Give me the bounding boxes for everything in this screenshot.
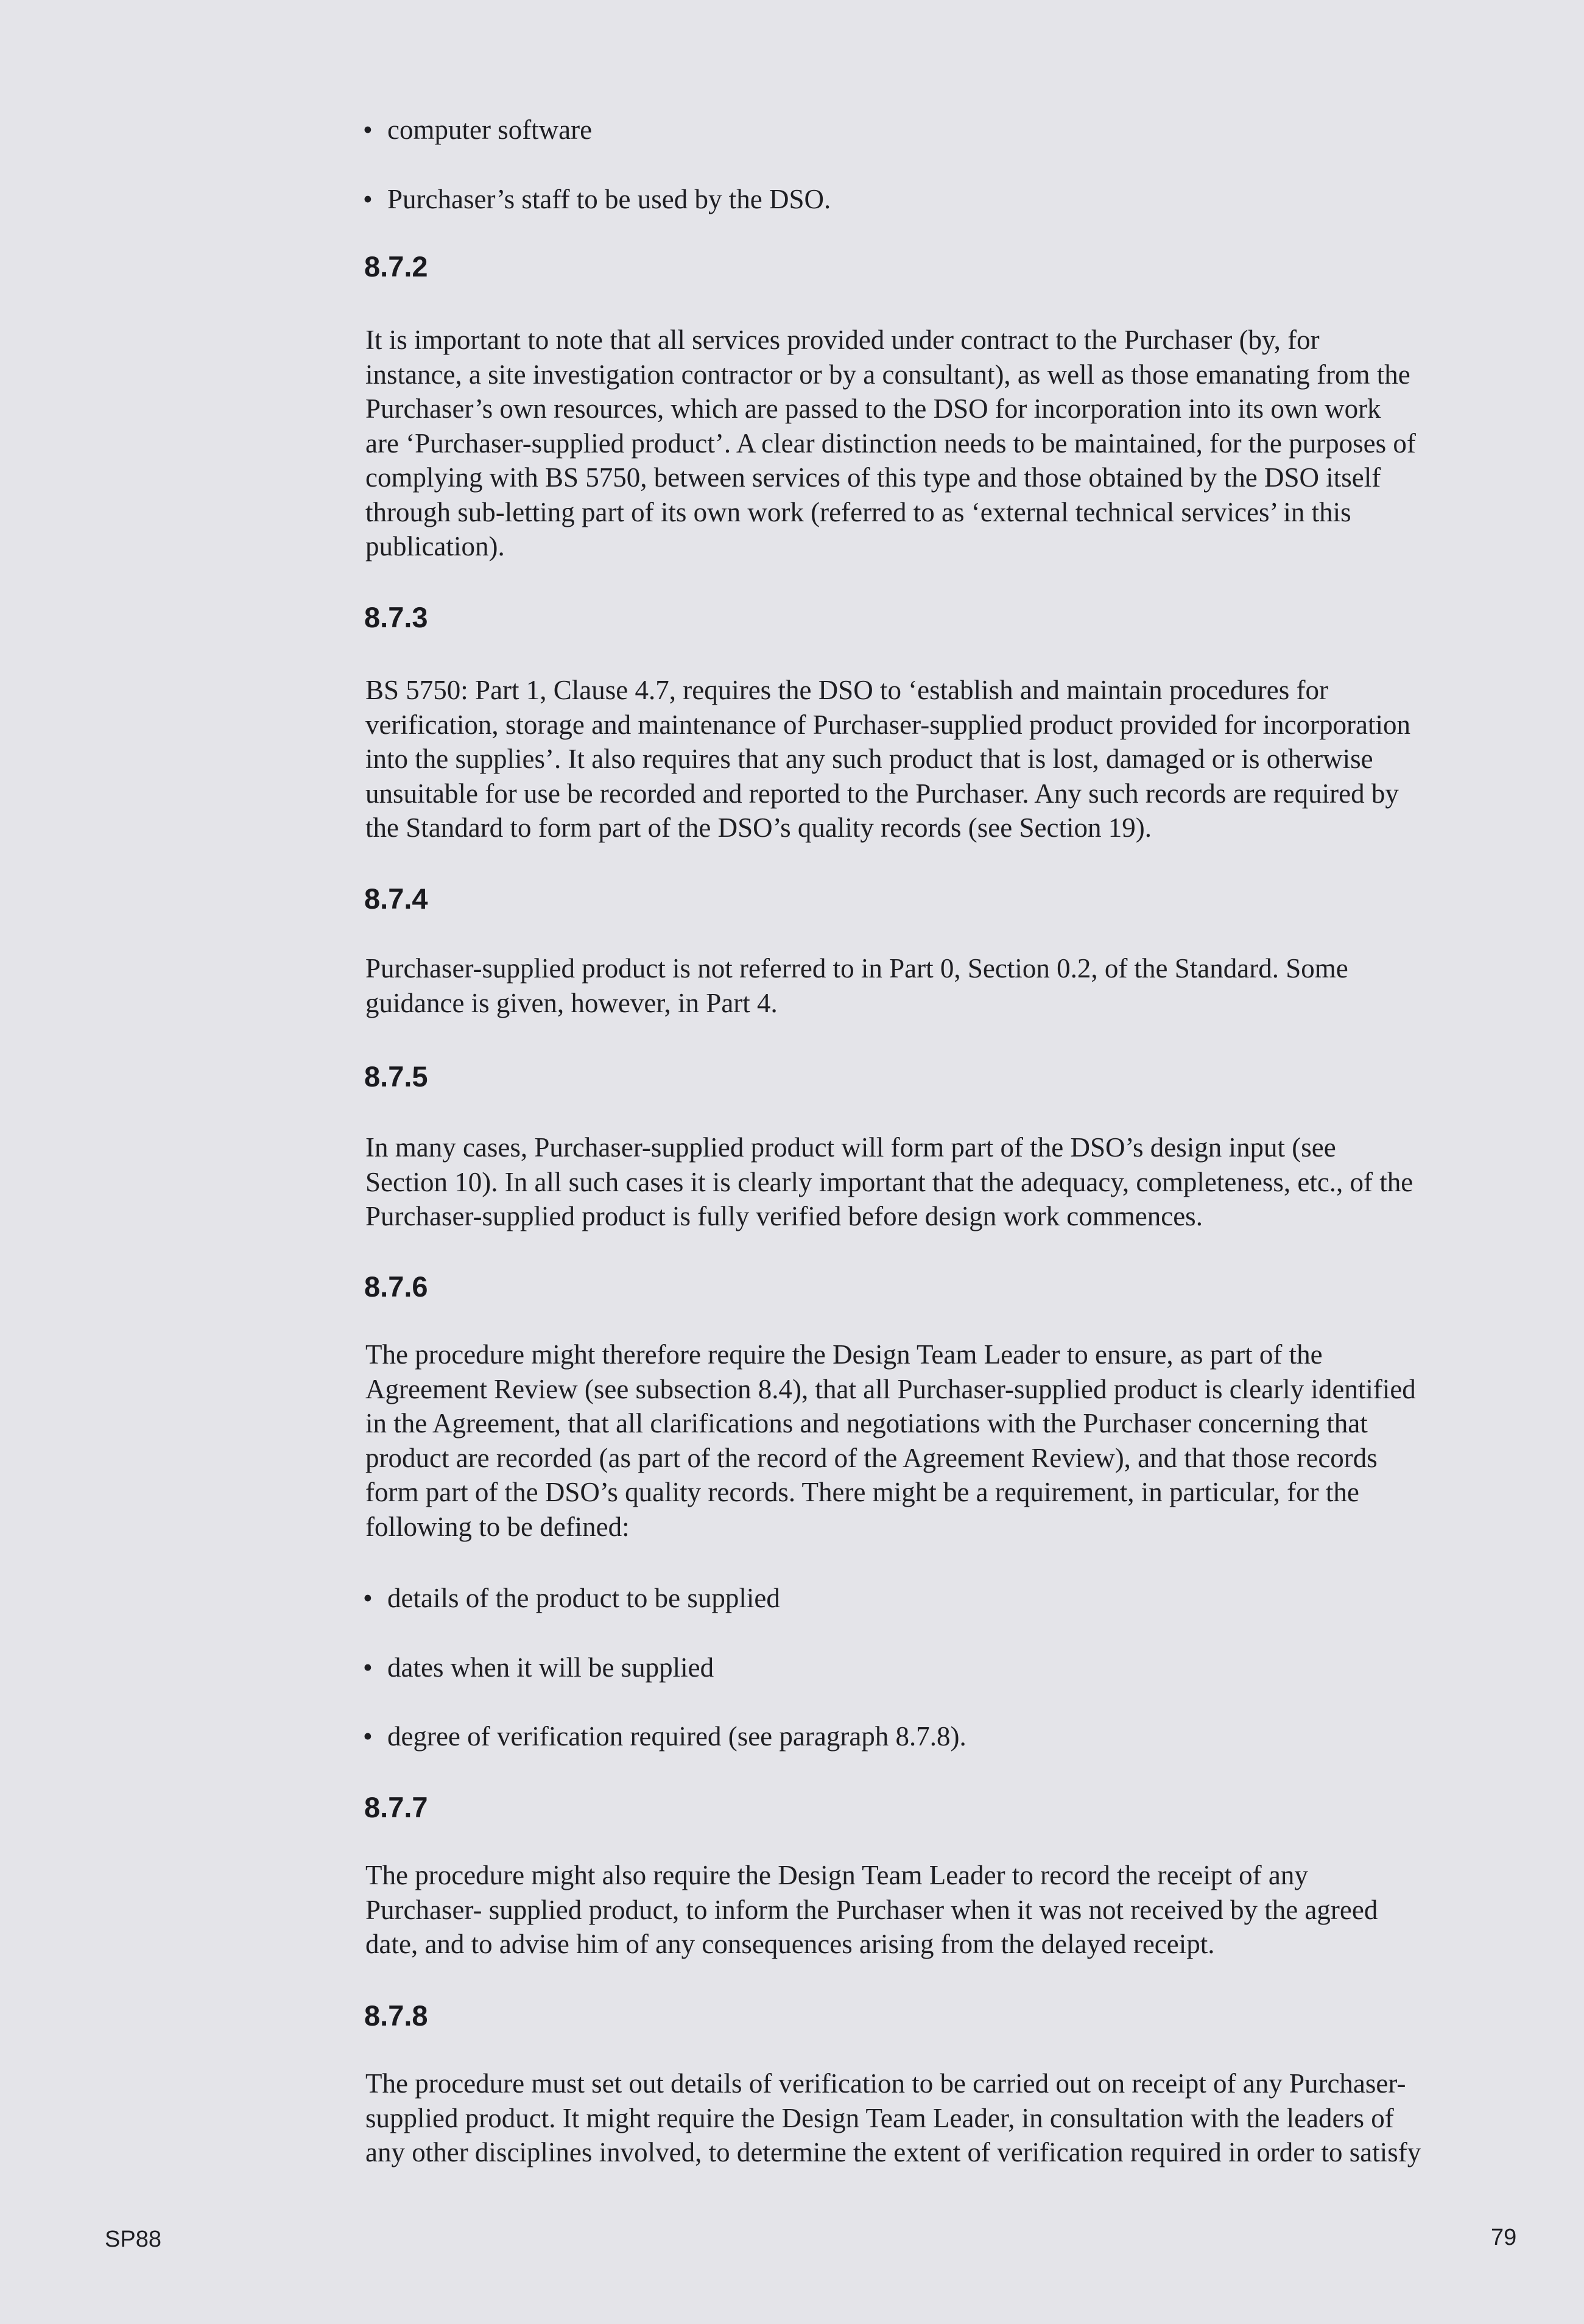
list-item: • details of the product to be supplied	[363, 1581, 780, 1615]
section-heading: 8.7.2	[364, 250, 428, 283]
footer-document-code: SP88	[105, 2227, 161, 2252]
bullet-icon: •	[363, 114, 373, 145]
bullet-icon: •	[363, 184, 373, 214]
page-number: 79	[1491, 2225, 1517, 2250]
section-heading: 8.7.3	[364, 601, 428, 633]
section-paragraph: The procedure might therefore require the Design Team Leader to ensure, as part of the Agreement Review (see subsection 8.4), that all Purchaser-supplied product is clearly identified in the Agreement, that all clarifications and negotiations with the Purchaser concerning that product are recorded (as part of the record of the Agreement Review), and that those records form part of the DSO’s quality records. There might be a requirement, in particular, for the following to be defined:	[365, 1339, 1416, 1542]
section-paragraph: It is important to note that all services provided under contract to the Purchaser (by, for instance, a site investigation contractor or by a consultant), as well as those emanating from the Purchaser’s own resources, which are passed to the DSO for incorporation into its own work are ‘Purchaser-supplied product’. A clear distinction needs to be maintained, for the purposes of complying with BS 5750, between services of this type and those obtained by the DSO itself through sub-letting part of its own work (referred to as ‘external technical services’ in this publication).	[365, 325, 1416, 562]
section-heading: 8.7.8	[364, 1999, 428, 2032]
list-item: • degree of verification required (see paragraph 8.7.8).	[363, 1719, 966, 1753]
bullet-icon: •	[363, 1721, 373, 1752]
bullet-icon: •	[363, 1652, 373, 1683]
section-heading: 8.7.5	[364, 1060, 428, 1093]
bullet-icon: •	[363, 1583, 373, 1613]
list-item: • computer software	[363, 113, 592, 147]
section-paragraph: The procedure must set out details of verification to be carried out on receipt of any Purchaser- supplied product. It might require the Design Team Leader, in consultation with the leaders of any other disciplines involved, to determine the extent of verification required in order to satisfy	[365, 2068, 1421, 2167]
list-item: • Purchaser’s staff to be used by the DSO.	[363, 182, 831, 216]
section-paragraph: BS 5750: Part 1, Clause 4.7, requires the DSO to ‘establish and maintain procedures for verification, storage and maintenance of Purchaser-supplied product provided for incorporation into the supplies’. It also requires that any such product that is lost, damaged or is otherwise unsuitable for use be recorded and reported to the Purchaser. Any such records are required by the Standard to form part of the DSO’s quality records (see Section 19).	[365, 675, 1410, 843]
section-heading: 8.7.6	[364, 1270, 428, 1303]
section-paragraph: The procedure might also require the Design Team Leader to record the receipt of any Purchaser- supplied product, to inform the Purchaser when it was not received by the agreed date, and to advise him of any consequences arising from the delayed receipt.	[365, 1860, 1378, 1959]
section-paragraph: In many cases, Purchaser-supplied product will form part of the DSO’s design input (see Section 10). In all such cases it is clearly important that the adequacy, completeness, etc., of the Purchaser-supplied product is fully verified before design work commences.	[365, 1132, 1413, 1231]
section-paragraph: Purchaser-supplied product is not referred to in Part 0, Section 0.2, of the Standard. Some guidance is given, however, in Part 4.	[365, 953, 1348, 1018]
section-heading: 8.7.7	[364, 1791, 428, 1823]
section-heading: 8.7.4	[364, 882, 428, 915]
list-item: • dates when it will be supplied	[363, 1650, 714, 1685]
